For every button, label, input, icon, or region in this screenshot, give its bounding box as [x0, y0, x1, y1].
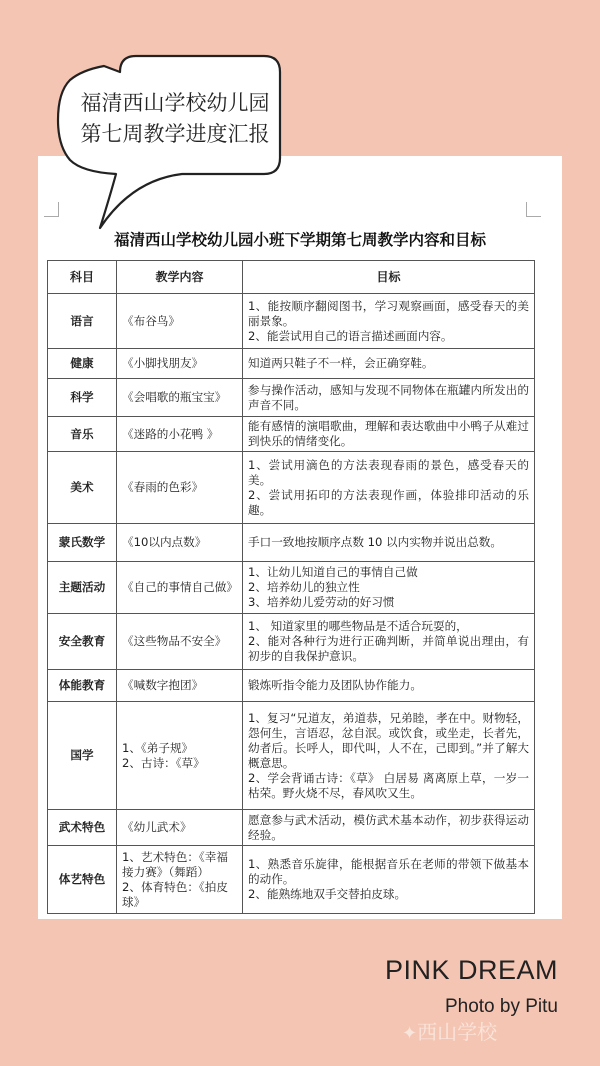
row-content: 《这些物品不安全》	[117, 614, 243, 670]
row-content: 《10以内点数》	[117, 524, 243, 562]
row-content: 《幼儿武术》	[117, 810, 243, 846]
table-row	[48, 702, 535, 810]
header-subject: 科目	[48, 261, 117, 294]
watermark-text: 西山学校	[417, 1020, 498, 1044]
bubble-line-2: 第七周教学进度汇报	[80, 122, 270, 146]
row-content: 《自己的事情自己做》	[117, 562, 243, 614]
row-content: 《小脚找朋友》	[117, 349, 243, 379]
row-goal: 1、能按顺序翻阅图书，学习观察画面，感受春天的美丽景象。 2、能尝试用自己的语言描述画面内容。	[243, 294, 535, 349]
row-goal: 参与操作活动，感知与发现不同物体在瓶罐内所发出的声音不同。	[243, 379, 535, 417]
table-row	[48, 846, 535, 914]
table-row	[48, 294, 535, 349]
row-subject: 美术	[48, 452, 117, 524]
photo-credit: Photo by Pitu	[444, 996, 558, 1017]
bubble-text	[60, 88, 290, 150]
row-content: 《喊数字抱团》	[117, 670, 243, 702]
row-subject: 主题活动	[48, 562, 117, 614]
row-goal: 1、熟悉音乐旋律，能根据音乐在老师的带领下做基本的动作。 2、能熟练地双手交替拍皮球。	[243, 846, 535, 914]
header-content: 教学内容	[117, 261, 243, 294]
table-row	[48, 452, 535, 524]
row-content: 《迷路的小花鸭 》	[117, 417, 243, 452]
table-row	[48, 670, 535, 702]
table-row	[48, 562, 535, 614]
row-goal: 1、让幼儿知道自己的事情自己做 2、培养幼儿的独立性 3、培养幼儿爱劳动的好习惯	[243, 562, 535, 614]
curriculum-table	[47, 260, 535, 914]
row-subject: 健康	[48, 349, 117, 379]
row-content: 1、《弟子规》 2、古诗：《草》	[117, 702, 243, 810]
row-subject: 科学	[48, 379, 117, 417]
row-content: 《布谷鸟》	[117, 294, 243, 349]
row-content: 1、艺术特色：《幸福接力赛》（舞蹈） 2、体育特色：《拍皮球》	[117, 846, 243, 914]
row-subject: 体艺特色	[48, 846, 117, 914]
table-row	[48, 614, 535, 670]
table-row	[48, 810, 535, 846]
table-header-row	[48, 261, 535, 294]
row-content: 《春雨的色彩》	[117, 452, 243, 524]
row-subject: 体能教育	[48, 670, 117, 702]
row-goal: 1、尝试用滴色的方法表现春雨的景色，感受春天的美。 2、尝试用拓印的方法表现作画，体验排印活动的乐趣。	[243, 452, 535, 524]
school-watermark	[402, 1016, 497, 1045]
table-row	[48, 349, 535, 379]
row-subject: 国学	[48, 702, 117, 810]
row-goal: 1、 知道家里的哪些物品是不适合玩耍的， 2、能对各种行为进行正确判断，并简单说出理由，有初步的自我保护意识。	[243, 614, 535, 670]
row-goal: 能有感情的演唱歌曲，理解和表达歌曲中小鸭子从难过到快乐的情绪变化。	[243, 417, 535, 452]
row-subject: 音乐	[48, 417, 117, 452]
row-goal: 锻炼听指令能力及团队协作能力。	[243, 670, 535, 702]
bubble-line-1: 福清西山学校幼儿园	[80, 91, 270, 115]
star-icon: ✦	[402, 1023, 418, 1044]
row-subject: 蒙氏数学	[48, 524, 117, 562]
row-goal: 1、复习“兄道友，弟道恭，兄弟睦，孝在中。财物轻，怨何生，言语忍，忿自泯。或饮食，或坐走，长者先，幼者后。长呼人，即代叫，人不在，己即到。”并了解大概意思。 2、学会背诵古诗：《草》 白居易 离离原上草，一岁一枯荣。野火烧不尽，春风吹又生。	[243, 702, 535, 810]
row-subject: 安全教育	[48, 614, 117, 670]
brand-text: PINK DREAM	[384, 955, 558, 985]
row-content: 《会唱歌的瓶宝宝》	[117, 379, 243, 417]
row-goal: 手口一致地按顺序点数 10 以内实物并说出总数。	[243, 524, 535, 562]
header-goal: 目标	[243, 261, 535, 294]
row-goal: 愿意参与武术活动，模仿武术基本动作，初步获得运动经验。	[243, 810, 535, 846]
document-title: 福清西山学校幼儿园小班下学期第七周教学内容和目标	[113, 231, 486, 249]
row-subject: 武术特色	[48, 810, 117, 846]
table-row	[48, 379, 535, 417]
table-row	[48, 417, 535, 452]
row-goal: 知道两只鞋子不一样，会正确穿鞋。	[243, 349, 535, 379]
row-subject: 语言	[48, 294, 117, 349]
table-row	[48, 524, 535, 562]
